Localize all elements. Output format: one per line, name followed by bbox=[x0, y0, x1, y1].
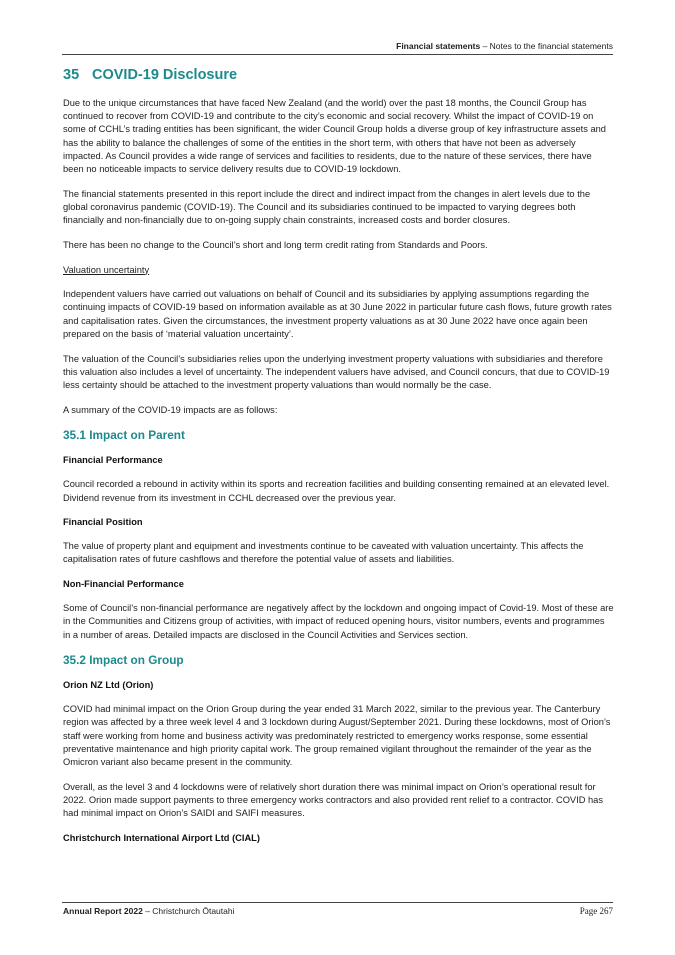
running-header bbox=[396, 41, 613, 51]
financial-performance-text: Council recorded a rebound in activity within its sports and recreation facilities and building consenting remained at an elevated level. Dividend revenue from its investment in CCHL decreased over the previous year. bbox=[63, 479, 610, 503]
intro-paragraph: There has been no change to the Council’s short and long term credit rating from Standards and Poors. bbox=[63, 239, 488, 250]
cial-heading: Christchurch International Airport Ltd (CIAL) bbox=[63, 832, 260, 843]
header-section: Financial statements bbox=[396, 41, 481, 51]
valuation-paragraph: Independent valuers have carried out valuations on behalf of Council and its subsidiaries by applying assumptions regarding the continuing impacts of COVID-19 based on information available as at 30 June 2022 in particular future cash flows, future growth rates and capitalisation rates. Given the circumstances, the investment property valuations as at 30 June 2022 have once again been prepared on the basis of ‘material valuation uncertainty’. bbox=[63, 289, 612, 339]
section-title-text: COVID-19 Disclosure bbox=[92, 67, 238, 83]
valuation-paragraph: The valuation of the Council’s subsidiaries relies upon the underlying investment property valuations with subsidiaries and therefore this valuation also includes a level of uncertainty. The independent valuers have advised, and Council concurs, that due to COVID-19 less certainty should be attached to the investment property valuations than would normally be the case. bbox=[63, 353, 610, 390]
footer-report bbox=[63, 906, 234, 916]
financial-position-text: The value of property plant and equipment and investments continue to be caveated with valuation uncertainty. This affects the capitalisation rates of future cashflows and therefore the potential value of assets and liabilities. bbox=[63, 541, 584, 565]
page-body bbox=[63, 63, 614, 856]
subsection-title-group: 35.2 Impact on Group bbox=[63, 653, 184, 668]
financial-performance-heading: Financial Performance bbox=[63, 455, 163, 466]
section-number: 35 bbox=[63, 67, 80, 83]
subsection-title-parent: 35.1 Impact on Parent bbox=[63, 428, 185, 443]
header-rule bbox=[62, 54, 613, 55]
non-financial-heading: Non-Financial Performance bbox=[63, 579, 184, 590]
valuation-heading: Valuation uncertainty bbox=[63, 264, 150, 275]
footer-report-city: – Christchurch Ōtautahi bbox=[142, 906, 235, 916]
section-title bbox=[63, 66, 614, 84]
orion-paragraph: COVID had minimal impact on the Orion Group during the year ended 31 March 2022, similar to the previous year. The Canterbury region was affected by a three week level 4 and 3 lockdown during August/September 2021. During these lockdowns, most of Orion’s staff were working from home and business activity was predominately restricted to emergency works response, some essential preventative maintenance and high priority capital work. The group remained vigilant throughout the remainder of the year as the Omicron variant also became present in the community. bbox=[63, 704, 611, 768]
non-financial-text: Some of Council’s non-financial performance are negatively affect by the lockdown and ongoing impact of Covid-19. Most of these are in the Communities and Citizens group of activities, with impact of reduced opening hours, visitor numbers, events and programmes in a number of areas. Detailed impacts are disclosed in the Council Activities and Services section. bbox=[63, 603, 614, 640]
intro-paragraph: Due to the unique circumstances that have faced New Zealand (and the world) over the past 18 months, the Council Group has continued to recover from COVID-19 and contribute to the city’s economic and social recovery. Whilst the impact of COVID-19 on some of CCHL’s trading entities has been significant, the wider Council Group holds a diverse group of key infrastructure assets and has the ability to balance the challenges of some of the entities in the short term, with others that have not been as adversely impacted. As Council provides a wide range of services and facilities to residents, due to the nature of these services, there have been no noticeable impacts to service delivery results due to COVID-19 lockdown. bbox=[63, 98, 606, 175]
header-subsection: – Notes to the financial statements bbox=[480, 41, 613, 51]
orion-heading: Orion NZ Ltd (Orion) bbox=[63, 680, 154, 691]
orion-paragraph: Overall, as the level 3 and 4 lockdowns were of relatively short duration there was minimal impact on Orion’s operational result for 2022. Orion made support payments to three emergency works contractors and also provided rent relief to a contractor. COVID has had minimal impact on Orion’s SAIDI and SAIFI measures. bbox=[63, 781, 604, 819]
page-number: Page 267 bbox=[579, 906, 613, 916]
footer-rule bbox=[62, 902, 613, 903]
footer-report-title: Annual Report 2022 bbox=[63, 906, 143, 916]
valuation-paragraph: A summary of the COVID-19 impacts are as follows: bbox=[63, 404, 278, 415]
intro-paragraph: The financial statements presented in this report include the direct and indirect impact from the changes in alert levels due to the global coronavirus pandemic (COVID-19). The Council and its subsidiaries continued to be impacted to varying degrees both financially and non-financially due to on-going supply chain constraints, increased costs and border closures. bbox=[63, 188, 591, 226]
financial-position-heading: Financial Position bbox=[63, 517, 143, 528]
